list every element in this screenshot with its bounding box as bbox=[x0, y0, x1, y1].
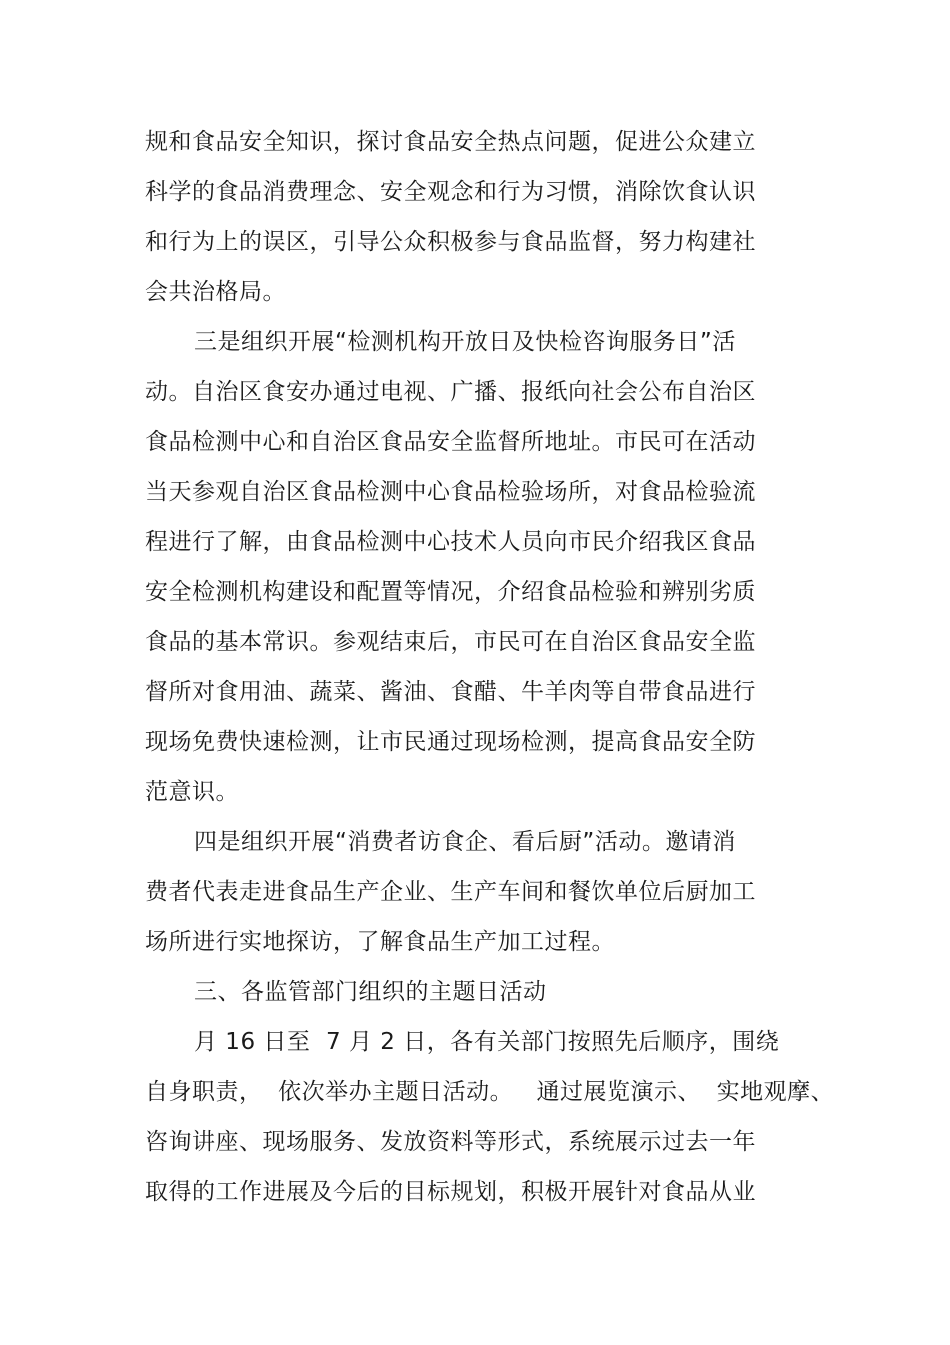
text-line-17: 场所进行实地探访，了解食品生产加工过程。 bbox=[145, 929, 615, 955]
paragraph-start-3: 三是组织开展“检测机构开放日及快检咨询服务日”活 bbox=[194, 329, 736, 355]
text-line-13: 现场免费快速检测，让市民通过现场检测，提高食品安全防 bbox=[145, 729, 756, 755]
text-line-2: 科学的食品消费理念、安全观念和行为习惯，消除饮食认识 bbox=[145, 179, 756, 205]
text-line-21: 咨询讲座、现场服务、发放资料等形式，系统展示过去一年 bbox=[145, 1129, 756, 1155]
text-line-1: 规和食品安全知识，探讨食品安全热点问题，促进公众建立 bbox=[145, 129, 756, 155]
text-line-10: 安全检测机构建设和配置等情况，介绍食品检验和辨别劣质 bbox=[145, 579, 756, 605]
text-line-22: 取得的工作进展及今后的目标规划，积极开展针对食品从业 bbox=[145, 1179, 756, 1205]
text-line-8: 当天参观自治区食品检测中心食品检验场所，对食品检验流 bbox=[145, 479, 756, 505]
text-line-9: 程进行了解，由食品检测中心技术人员向市民介绍我区食品 bbox=[145, 529, 756, 555]
text-line-20: 自身职责， 依次举办主题日活动。 通过展览演示、 实地观摩、 bbox=[145, 1079, 835, 1105]
paragraph-start-4: 四是组织开展“消费者访食企、看后厨”活动。邀请消 bbox=[194, 829, 736, 855]
text-line-16: 费者代表走进食品生产企业、生产车间和餐饮单位后厨加工 bbox=[145, 879, 756, 905]
text-line-7: 食品检测中心和自治区食品安全监督所地址。市民可在活动 bbox=[145, 429, 756, 455]
paragraph-start-5: 月 16 日至 7 月 2 日，各有关部门按照先后顺序，围绕 bbox=[194, 1029, 780, 1055]
text-line-3: 和行为上的误区，引导公众积极参与食品监督，努力构建社 bbox=[145, 229, 756, 255]
text-line-11: 食品的基本常识。参观结束后，市民可在自治区食品安全监 bbox=[145, 629, 756, 655]
text-line-6: 动。自治区食安办通过电视、广播、报纸向社会公布自治区 bbox=[145, 379, 756, 405]
text-line-14: 范意识。 bbox=[145, 779, 239, 805]
text-line-12: 督所对食用油、蔬菜、酱油、食醋、牛羊肉等自带食品进行 bbox=[145, 679, 756, 705]
section-heading: 三、各监管部门组织的主题日活动 bbox=[194, 979, 547, 1005]
text-line-4: 会共治格局。 bbox=[145, 279, 286, 305]
